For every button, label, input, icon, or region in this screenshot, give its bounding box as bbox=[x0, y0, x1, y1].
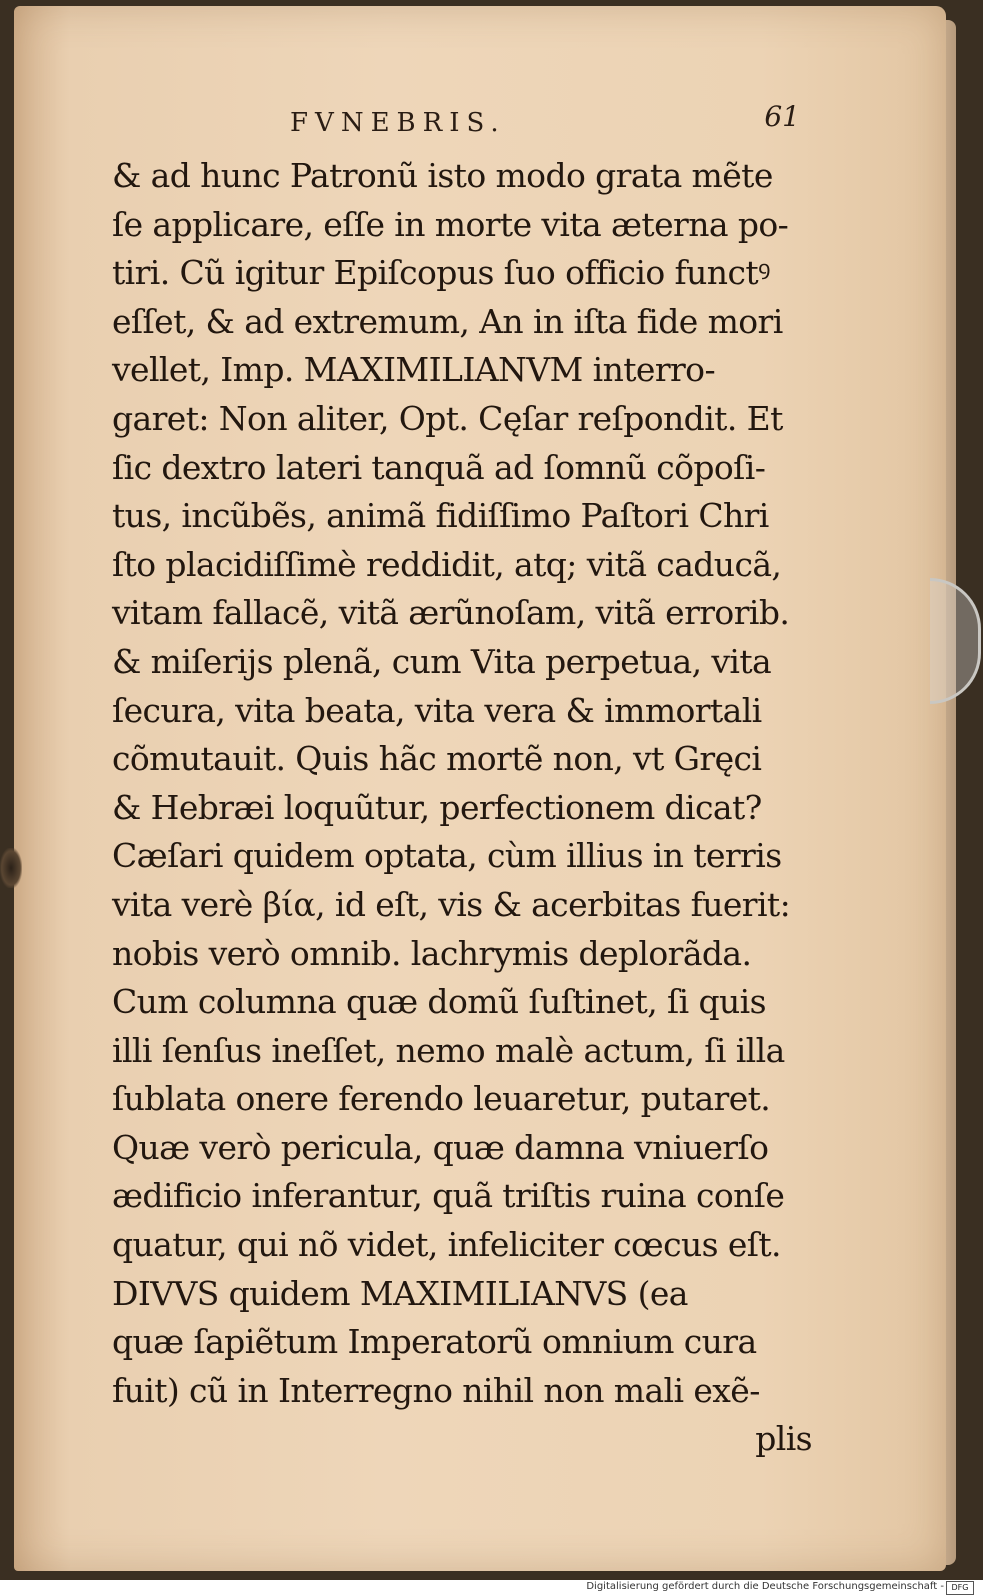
catchword: plis bbox=[755, 1419, 812, 1459]
page-header bbox=[290, 100, 800, 148]
text-line: tiri. Cũ igitur Epiſcopus ſuo officio functꝰ bbox=[112, 253, 771, 293]
text-line: quæ ſapiẽtum Imperatorũ omnium cura bbox=[112, 1322, 757, 1362]
text-line: eſſet, & ad extremum, An in iſta fide mori bbox=[112, 301, 783, 341]
text-line: cõmutauit. Quis hãc mortẽ non, vt Gręci bbox=[112, 739, 762, 779]
text-line: ſe applicare, eſſe in morte vita æterna po- bbox=[112, 204, 789, 244]
text-line: tus, incũbẽs, animã fidiſſimo Paſtori Chri bbox=[112, 496, 769, 536]
body-text bbox=[112, 152, 812, 1464]
text-line: garet: Non aliter, Opt. Cęſar reſpondit. Et bbox=[112, 398, 783, 438]
text-line: ſecura, vita beata, vita vera & immortali bbox=[112, 690, 762, 730]
page-number: 61 bbox=[764, 100, 800, 133]
text-line: & Hebræi loquũtur, perfectionem dicat? bbox=[112, 787, 762, 827]
text-line: Cæſari quidem optata, cùm illius in terris bbox=[112, 836, 782, 876]
funding-credit: Digitalisierung gefördert durch die Deutsche Forschungsgemeinschaft - bbox=[586, 1581, 944, 1592]
text-line: & ad hunc Patronũ isto modo grata mẽte bbox=[112, 156, 773, 195]
text-line: DIVVS quidem MAXIMILIANVS (ea bbox=[112, 1273, 688, 1313]
text-line: Quæ verò pericula, quæ damna vniuerſo bbox=[112, 1127, 769, 1167]
text-line: fuit) cũ in Interregno nihil non mali exẽ- bbox=[112, 1370, 760, 1410]
footer-bar bbox=[0, 1580, 1000, 1595]
text-line: ædificio inferantur, quã triſtis ruina conſe bbox=[112, 1176, 785, 1216]
text-line: ſic dextro lateri tanquã ad ſomnũ cõpoſi- bbox=[112, 447, 766, 487]
text-line: vita verè βία, id eſt, vis & acerbitas fuerit: bbox=[112, 884, 791, 924]
running-title: FVNEBRIS. bbox=[290, 108, 506, 138]
text-line: & miſerijs plenã, cum Vita perpetua, vita bbox=[112, 641, 772, 681]
text-line: vitam fallacẽ, vitã ærũnoſam, vitã errorib. bbox=[112, 593, 790, 633]
text-line: nobis verò omnib. lachrymis deplorãda. bbox=[112, 933, 752, 973]
text-line: ſublata onere ferendo leuaretur, putaret. bbox=[112, 1079, 771, 1119]
binding-mark bbox=[0, 848, 22, 888]
text-line: vellet, Imp. MAXIMILIANVM interro- bbox=[112, 350, 715, 390]
text-line: ſto placidiſſimè reddidit, atq; vitã caducã, bbox=[112, 544, 782, 584]
text-line: Cum columna quæ domũ ſuſtinet, ſi quis bbox=[112, 982, 766, 1022]
dfg-logo: DFG bbox=[946, 1581, 974, 1595]
text-line: quatur, qui nõ videt, infeliciter cœcus eſt. bbox=[112, 1225, 781, 1265]
text-line: illi ſenſus ineſſet, nemo malè actum, ſi illa bbox=[112, 1030, 785, 1070]
